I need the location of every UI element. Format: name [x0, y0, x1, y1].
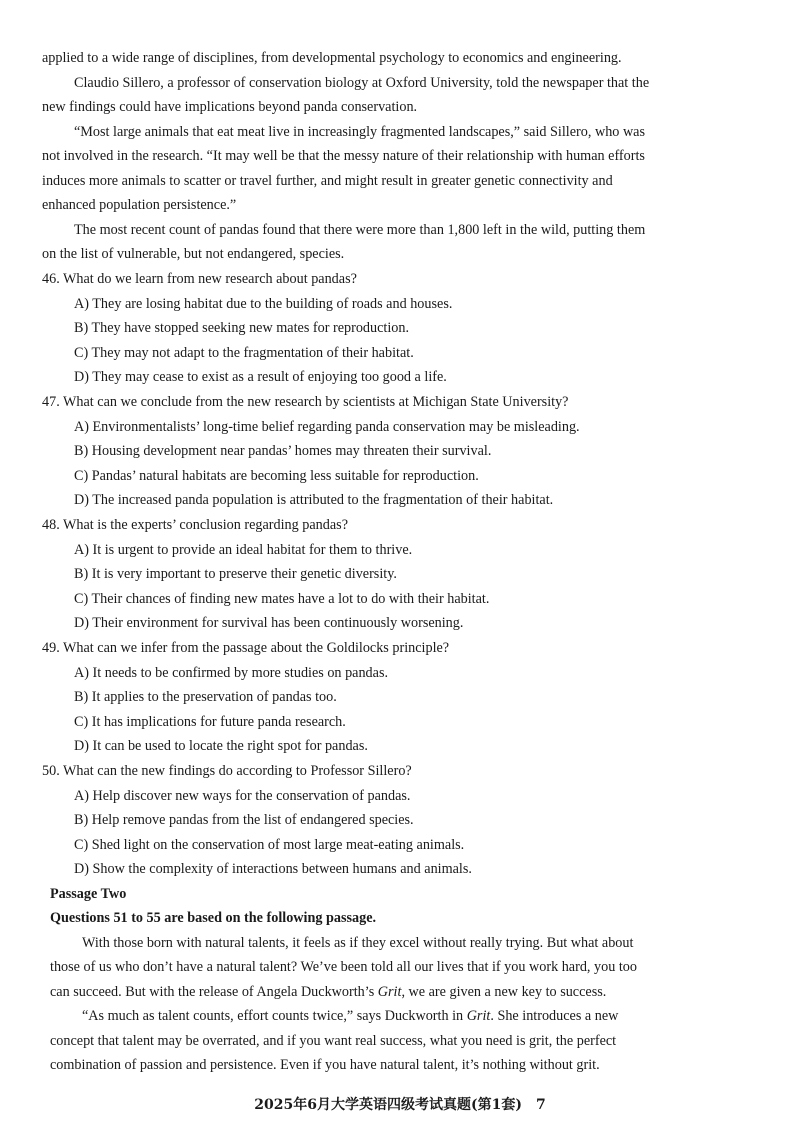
answer-option[interactable]: D) Their environment for survival has been continuously worsening. [74, 615, 464, 631]
answer-option[interactable]: C) Shed light on the conservation of most large meat-eating animals. [74, 837, 465, 853]
answer-option[interactable]: B) It is very important to preserve their genetic diversity. [74, 566, 397, 582]
paragraph-line: those of us who don’t have a natural talent? We’ve been told all our lives that if you work hard, you too [50, 959, 637, 975]
answer-option[interactable]: C) They may not adapt to the fragmentation of their habitat. [74, 345, 414, 361]
answer-option[interactable]: B) Housing development near pandas’ homes may threaten their survival. [74, 443, 492, 459]
answer-option[interactable]: D) It can be used to locate the right spot for pandas. [74, 738, 368, 754]
question-stem: 49. What can we infer from the passage about the Goldilocks principle? [42, 640, 450, 656]
text-segment: “As much as talent counts, effort counts twice,” says Duckworth in [82, 1008, 467, 1024]
answer-option[interactable]: C) Their chances of finding new mates have a lot to do with their habitat. [74, 591, 490, 607]
answer-option[interactable]: A) It needs to be confirmed by more studies on pandas. [74, 665, 389, 681]
book-title: Grit [377, 984, 402, 1000]
page-footer: 2025年6月大学英语四级考试真题(第1套) 7 [254, 1097, 546, 1113]
paragraph-line: With those born with natural talents, it feels as if they excel without really trying. But what about [82, 935, 634, 951]
paragraph-line: “Most large animals that eat meat live in increasingly fragmented landscapes,” said Sillero, who was [74, 124, 646, 140]
paragraph-line: concept that talent may be overrated, and if you want real success, what you need is grit, the perfect [50, 1033, 617, 1049]
question-stem: 50. What can the new findings do according to Professor Sillero? [42, 763, 412, 779]
paragraph-line: Claudio Sillero, a professor of conservation biology at Oxford University, told the newspaper that the [74, 75, 650, 91]
answer-option[interactable]: B) Help remove pandas from the list of endangered species. [74, 812, 414, 828]
paragraph-line: on the list of vulnerable, but not endangered, species. [42, 246, 345, 262]
paragraph-line: new findings could have implications beyond panda conservation. [42, 99, 418, 115]
paragraph-line: not involved in the research. “It may well be that the messy nature of their relationship with human efforts [42, 148, 645, 164]
answer-option[interactable]: B) They have stopped seeking new mates for reproduction. [74, 320, 410, 336]
paragraph-line: enhanced population persistence.” [42, 197, 237, 213]
answer-option[interactable]: D) Show the complexity of interactions between humans and animals. [74, 861, 472, 877]
passage-heading: Passage Two [50, 886, 127, 902]
text-segment: can succeed. But with the release of Angela Duckworth’s [50, 984, 378, 1000]
paragraph-line: induces more animals to scatter or travel further, and might result in greater genetic connectivity and [42, 173, 613, 189]
answer-option[interactable]: A) Help discover new ways for the conservation of pandas. [74, 788, 411, 804]
paragraph-line [50, 982, 606, 1002]
answer-option[interactable]: C) It has implications for future panda research. [74, 714, 346, 730]
question-stem: 48. What is the experts’ conclusion regarding pandas? [42, 517, 348, 533]
question-stem: 47. What can we conclude from the new research by scientists at Michigan State University? [42, 394, 569, 410]
book-title: Grit [466, 1008, 491, 1024]
text-segment: , we are given a new key to success. [401, 984, 607, 1000]
passage-instruction: Questions 51 to 55 are based on the following passage. [50, 910, 377, 926]
answer-option[interactable]: C) Pandas’ natural habitats are becoming less suitable for reproduction. [74, 468, 479, 484]
answer-option[interactable]: B) It applies to the preservation of pandas too. [74, 689, 337, 705]
text-segment: . She introduces a new [490, 1008, 619, 1024]
paragraph-line: The most recent count of pandas found that there were more than 1,800 left in the wild, putting them [74, 222, 646, 238]
answer-option[interactable]: A) Environmentalists’ long-time belief regarding panda conservation may be misleading. [74, 419, 580, 435]
paragraph-line [82, 1006, 618, 1026]
paragraph-line: applied to a wide range of disciplines, from developmental psychology to economics and engineering. [42, 50, 622, 66]
answer-option[interactable]: D) They may cease to exist as a result of enjoying too good a life. [74, 369, 447, 385]
answer-option[interactable]: A) It is urgent to provide an ideal habitat for them to thrive. [74, 542, 413, 558]
answer-option[interactable]: A) They are losing habitat due to the building of roads and houses. [74, 296, 453, 312]
paragraph-line: combination of passion and persistence. Even if you have natural talent, it’s nothing without grit. [50, 1057, 600, 1073]
answer-option[interactable]: D) The increased panda population is attributed to the fragmentation of their habitat. [74, 492, 554, 508]
question-stem: 46. What do we learn from new research about pandas? [42, 271, 357, 287]
